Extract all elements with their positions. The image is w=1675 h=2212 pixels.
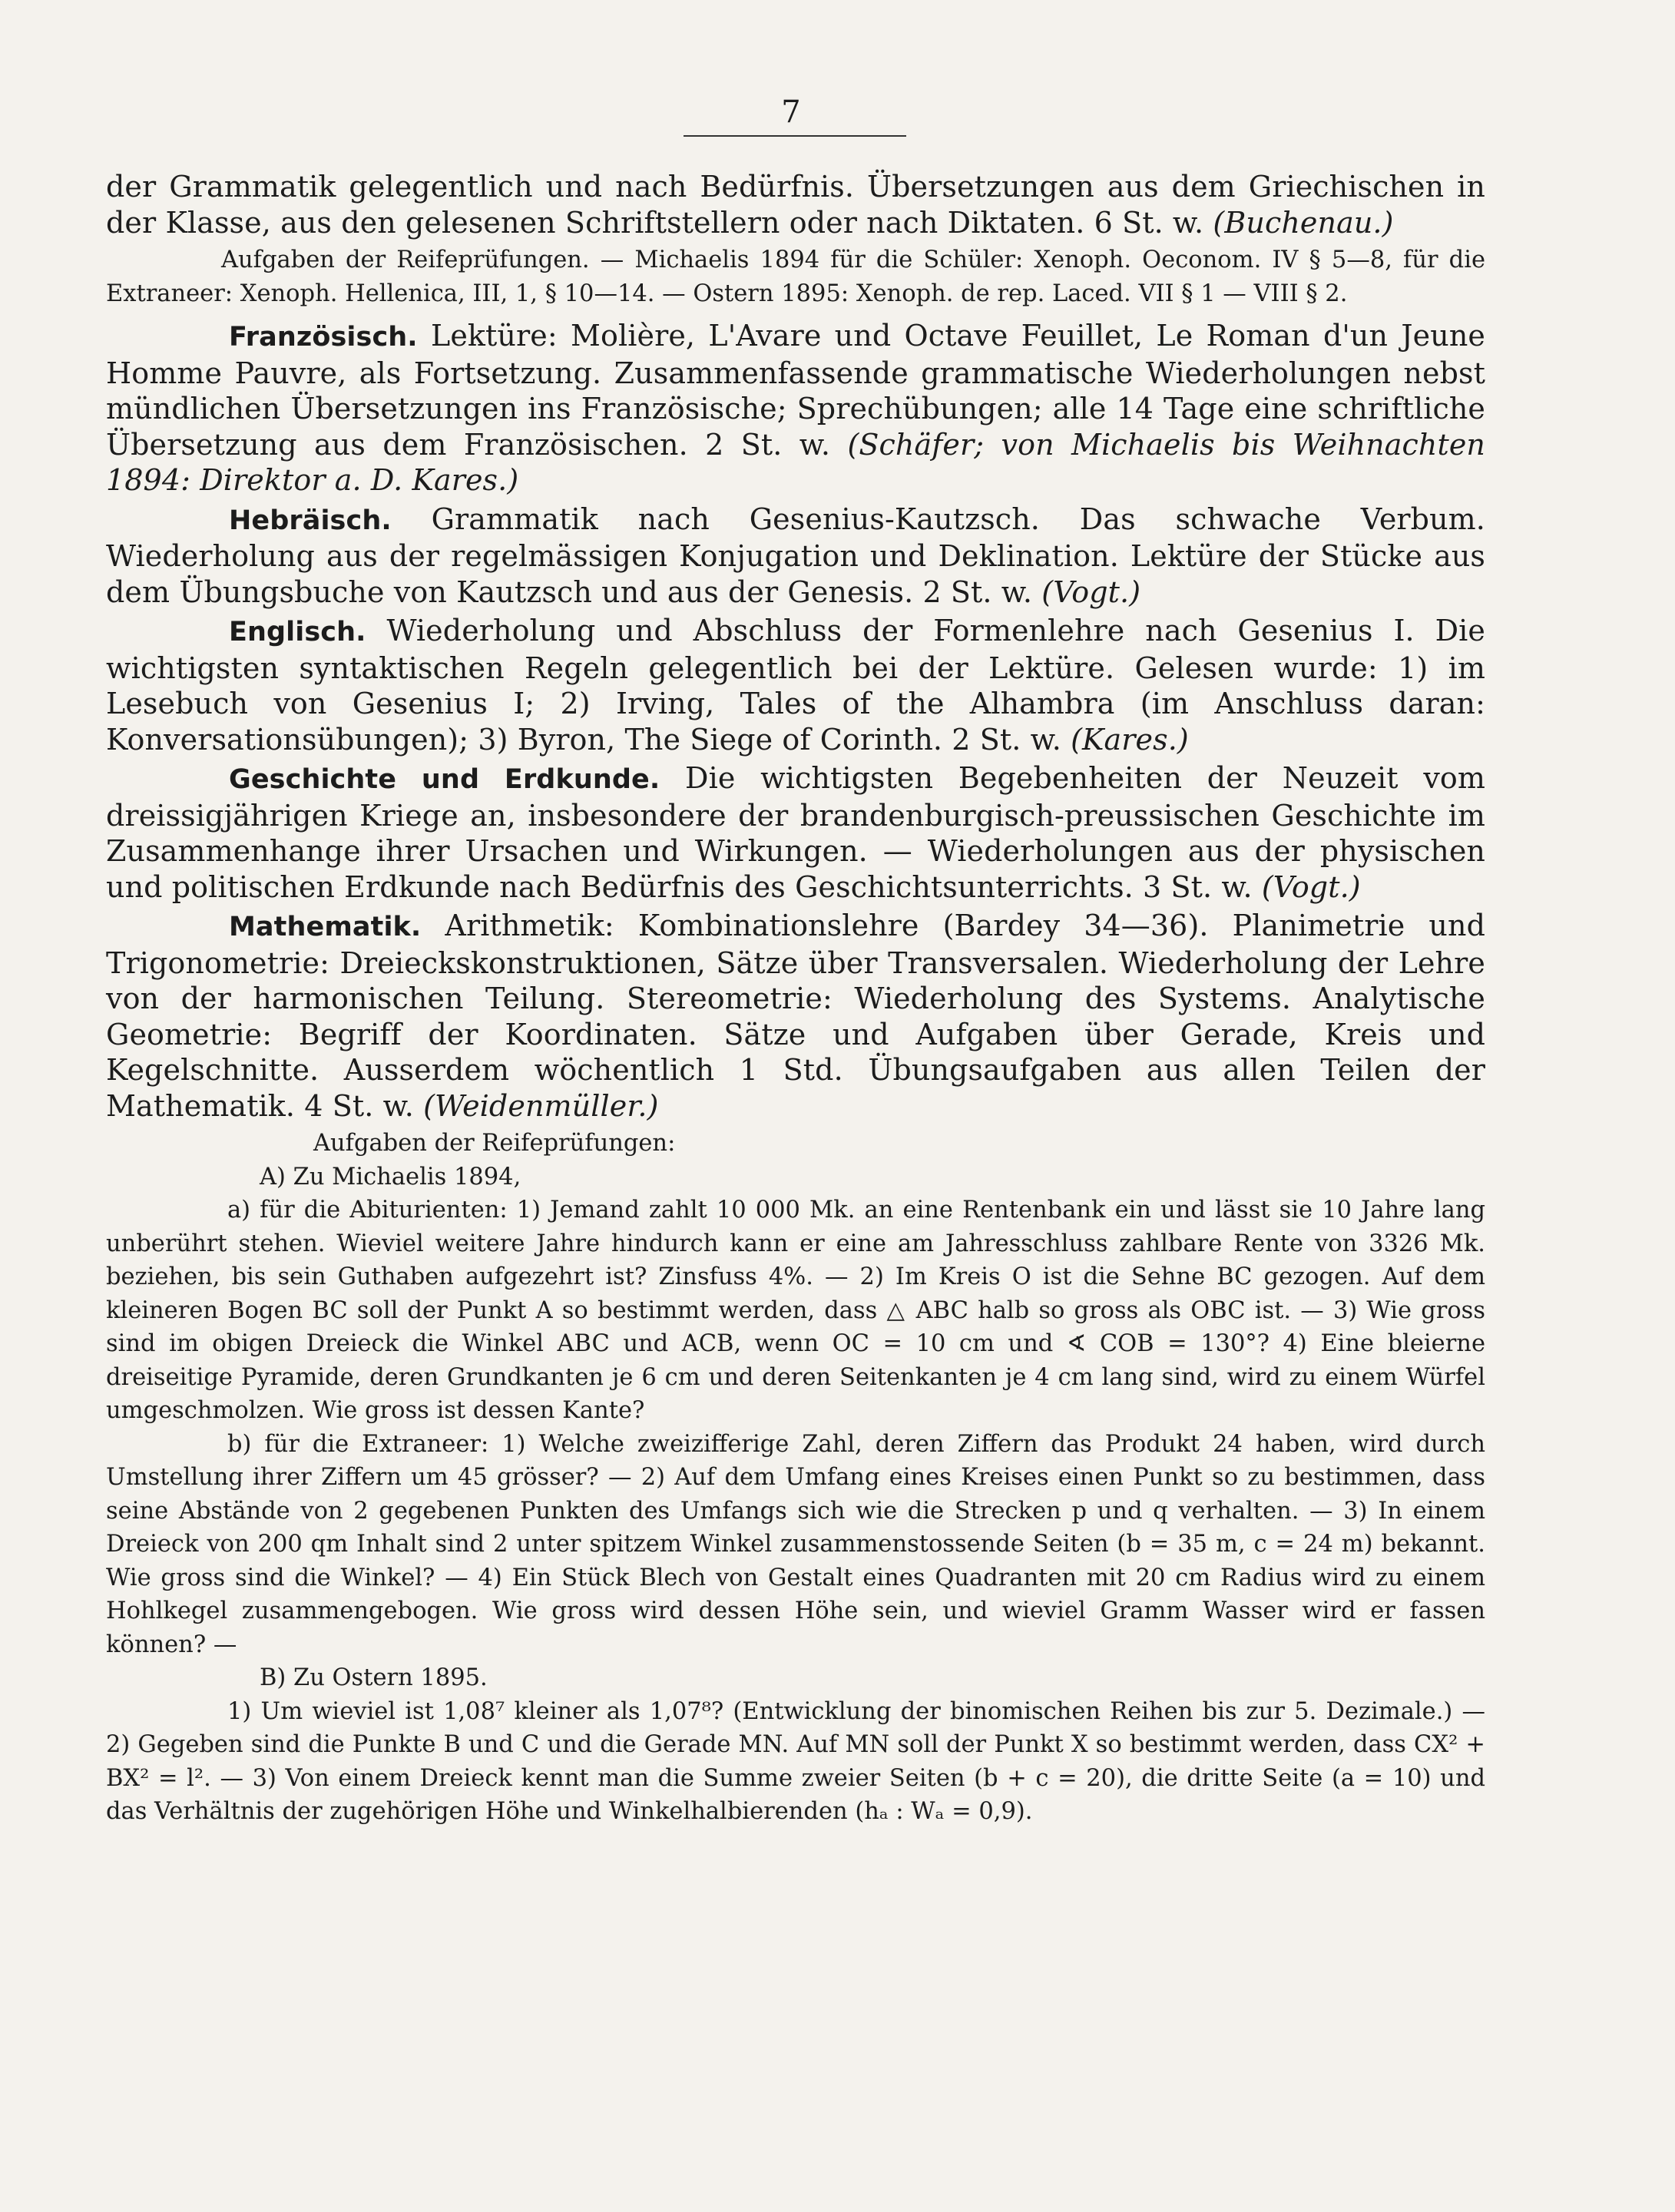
intro-teacher: (Buchenau.) bbox=[1213, 205, 1394, 240]
section-teacher: (Vogt.) bbox=[1041, 575, 1141, 609]
math-exams-b-text: 1) Um wieviel ist 1,08⁷ kleiner als 1,07⁸? (Entwicklung der binomischen Reihen bis zur 5. Dezimale.) — 2) Gegeben sind die Punkte B und C und die Gerade MN. Auf MN soll der Punkt X so bestimmt werden, dass CX² + BX² = l². — 3) Von einem Dreieck kennt man die Summe zweier Seiten (b + c = 20), die dritte Seite (a = 10) und das Verhältnis der zugehörigen Höhe und Winkelhalbierenden (hₐ : Wₐ = 0,9). bbox=[106, 1697, 1485, 1825]
math-exams-b-heading: B) Zu Ostern 1895. bbox=[260, 1664, 488, 1691]
section-teacher: (Kares.) bbox=[1071, 722, 1189, 757]
intro-paragraph bbox=[106, 169, 1485, 240]
section-text: Die wichtigsten Begebenheiten der Neuzeit vom dreissigjährigen Kriege an, insbesondere der brandenburgisch-preussischen Geschichte im Zusammenhange ihrer Ursachen und Wirkungen. — Wiederholungen aus der physischen und politischen Erdkunde nach Bedürfnis des Geschichtsunterrichts. 3 St. w. bbox=[106, 761, 1485, 904]
page-number-rule bbox=[684, 135, 906, 137]
section-mathematik bbox=[106, 908, 1485, 1124]
section-heading: Hebräisch. bbox=[229, 505, 392, 536]
section-hebraeisch bbox=[106, 502, 1485, 611]
page-content bbox=[106, 169, 1485, 1829]
section-teacher: (Schäfer; von Michaelis bis Weihnachten 1894: Direktor a. D. Kares.) bbox=[106, 427, 1485, 497]
section-heading: Englisch. bbox=[229, 617, 366, 647]
section-heading: Mathematik. bbox=[229, 912, 422, 942]
section-geschichte bbox=[106, 760, 1485, 905]
section-text: Grammatik nach Gesenius-Kautzsch. Das schwache Verbum. Wiederholung aus der regelmässigen Konjugation und Deklination. Lektüre der Stücke aus dem Übungsbuche von Kautzsch und aus der Genesis. 2 St. w. bbox=[106, 502, 1485, 609]
section-englisch bbox=[106, 613, 1485, 757]
greek-exam-note: Aufgaben der Reifeprüfungen. — Michaelis 1894 für die Schüler: Xenoph. Oeconom. IV § 5—8, für die Extraneer: Xenoph. Hellenica, III, 1, § 10—14. — Ostern 1895: Xenoph. de rep. Laced. VII § 1 — VIII § 2. bbox=[106, 247, 1485, 307]
section-text: Wiederholung und Abschluss der Formenlehre nach Gesenius I. Die wichtigsten syntaktischen Regeln gelegentlich bei der Lektüre. Gelesen wurde: 1) im Lesebuch von Gesenius I; 2) Irving, Tales of the Alhambra (im Anschluss daran: Konversationsübungen); 3) Byron, The Siege of Corinth. 2 St. w. bbox=[106, 614, 1485, 757]
section-heading: Französisch. bbox=[229, 322, 418, 353]
section-franzoesisch bbox=[106, 318, 1485, 498]
intro-text: der Grammatik gelegentlich und nach Bedürfnis. Übersetzungen aus dem Griechischen in der Klasse, aus den gelesenen Schriftstellern oder nach Diktaten. 6 St. w. bbox=[106, 170, 1485, 240]
math-exams-a-extraneer: b) für die Extraneer: 1) Welche zweizifferige Zahl, deren Ziffern das Produkt 24 haben, wird durch Umstellung ihrer Ziffern um 45 grösser? — 2) Auf dem Umfang eines Kreises einen Punkt so zu bestimmen, dass seine Abstände von 2 gegebenen Punkten des Umfangs sich wie die Strecken p und q verhalten. — 3) In einem Dreieck von 200 qm Inhalt sind 2 unter spitzem Winkel zusammenstossende Seiten (b = 35 m, c = 24 m) bekannt. Wie gross sind die Winkel? — 4) Ein Stück Blech von Gestalt eines Quadranten mit 20 cm Radius wird zu einem Hohlkegel zusammengebogen. Wie gross wird dessen Höhe sein, und wieviel Gramm Wasser wird er fassen können? — bbox=[106, 1430, 1485, 1658]
math-exams-a-students: a) für die Abiturienten: 1) Jemand zahlt 10 000 Mk. an eine Rentenbank ein und lässt sie 10 Jahre lang unberührt stehen. Wieviel weitere Jahre hindurch kann er eine am Jahresschluss zahlbare Rente von 3326 Mk. beziehen, bis sein Guthaben aufgezehrt ist? Zinsfuss 4%. — 2) Im Kreis O ist die Sehne BC gezogen. Auf dem kleineren Bogen BC soll der Punkt A so bestimmt werden, dass △ ABC halb so gross als OBC ist. — 3) Wie gross sind im obigen Dreieck die Winkel ABC und ACB, wenn OC = 10 cm und ∢ COB = 130°? 4) Eine bleierne dreiseitige Pyramide, deren Grundkanten je 6 cm und deren Seitenkanten je 4 cm lang sind, wird zu einem Würfel umgeschmolzen. Wie gross ist dessen Kante? bbox=[106, 1197, 1485, 1424]
section-teacher: (Vogt.) bbox=[1261, 869, 1361, 904]
section-teacher: (Weidenmüller.) bbox=[423, 1088, 659, 1123]
section-text: Arithmetik: Kombinationslehre (Bardey 34—36). Planimetrie und Trigonometrie: Dreieckskonstruktionen, Sätze über Transversalen. Wiederholung der Lehre von der harmonischen Teilung. Stereometrie: Wiederholung des Systems. Analytische Geometrie: Begriff der Koordinaten. Sätze und Aufgaben über Gerade, Kreis und Kegelschnitte. Ausserdem wöchentlich 1 Std. Übungsaufgaben aus allen Teilen der Mathematik. 4 St. w. bbox=[106, 909, 1485, 1123]
math-exams-title: Aufgaben der Reifeprüfungen: bbox=[313, 1130, 676, 1157]
section-heading: Geschichte und Erdkunde. bbox=[229, 764, 660, 795]
math-exams-a-heading: A) Zu Michaelis 1894, bbox=[260, 1163, 521, 1190]
section-text: Lektüre: Molière, L'Avare und Octave Feuillet, Le Roman d'un Jeune Homme Pauvre, als Fortsetzung. Zusammenfassende grammatische Wiederholungen nebst mündlichen Übersetzungen ins Französische; Sprechübungen; alle 14 Tage eine schriftliche Übersetzung aus dem Französischen. 2 St. w. bbox=[106, 319, 1485, 462]
page-number: 7 bbox=[781, 94, 801, 130]
